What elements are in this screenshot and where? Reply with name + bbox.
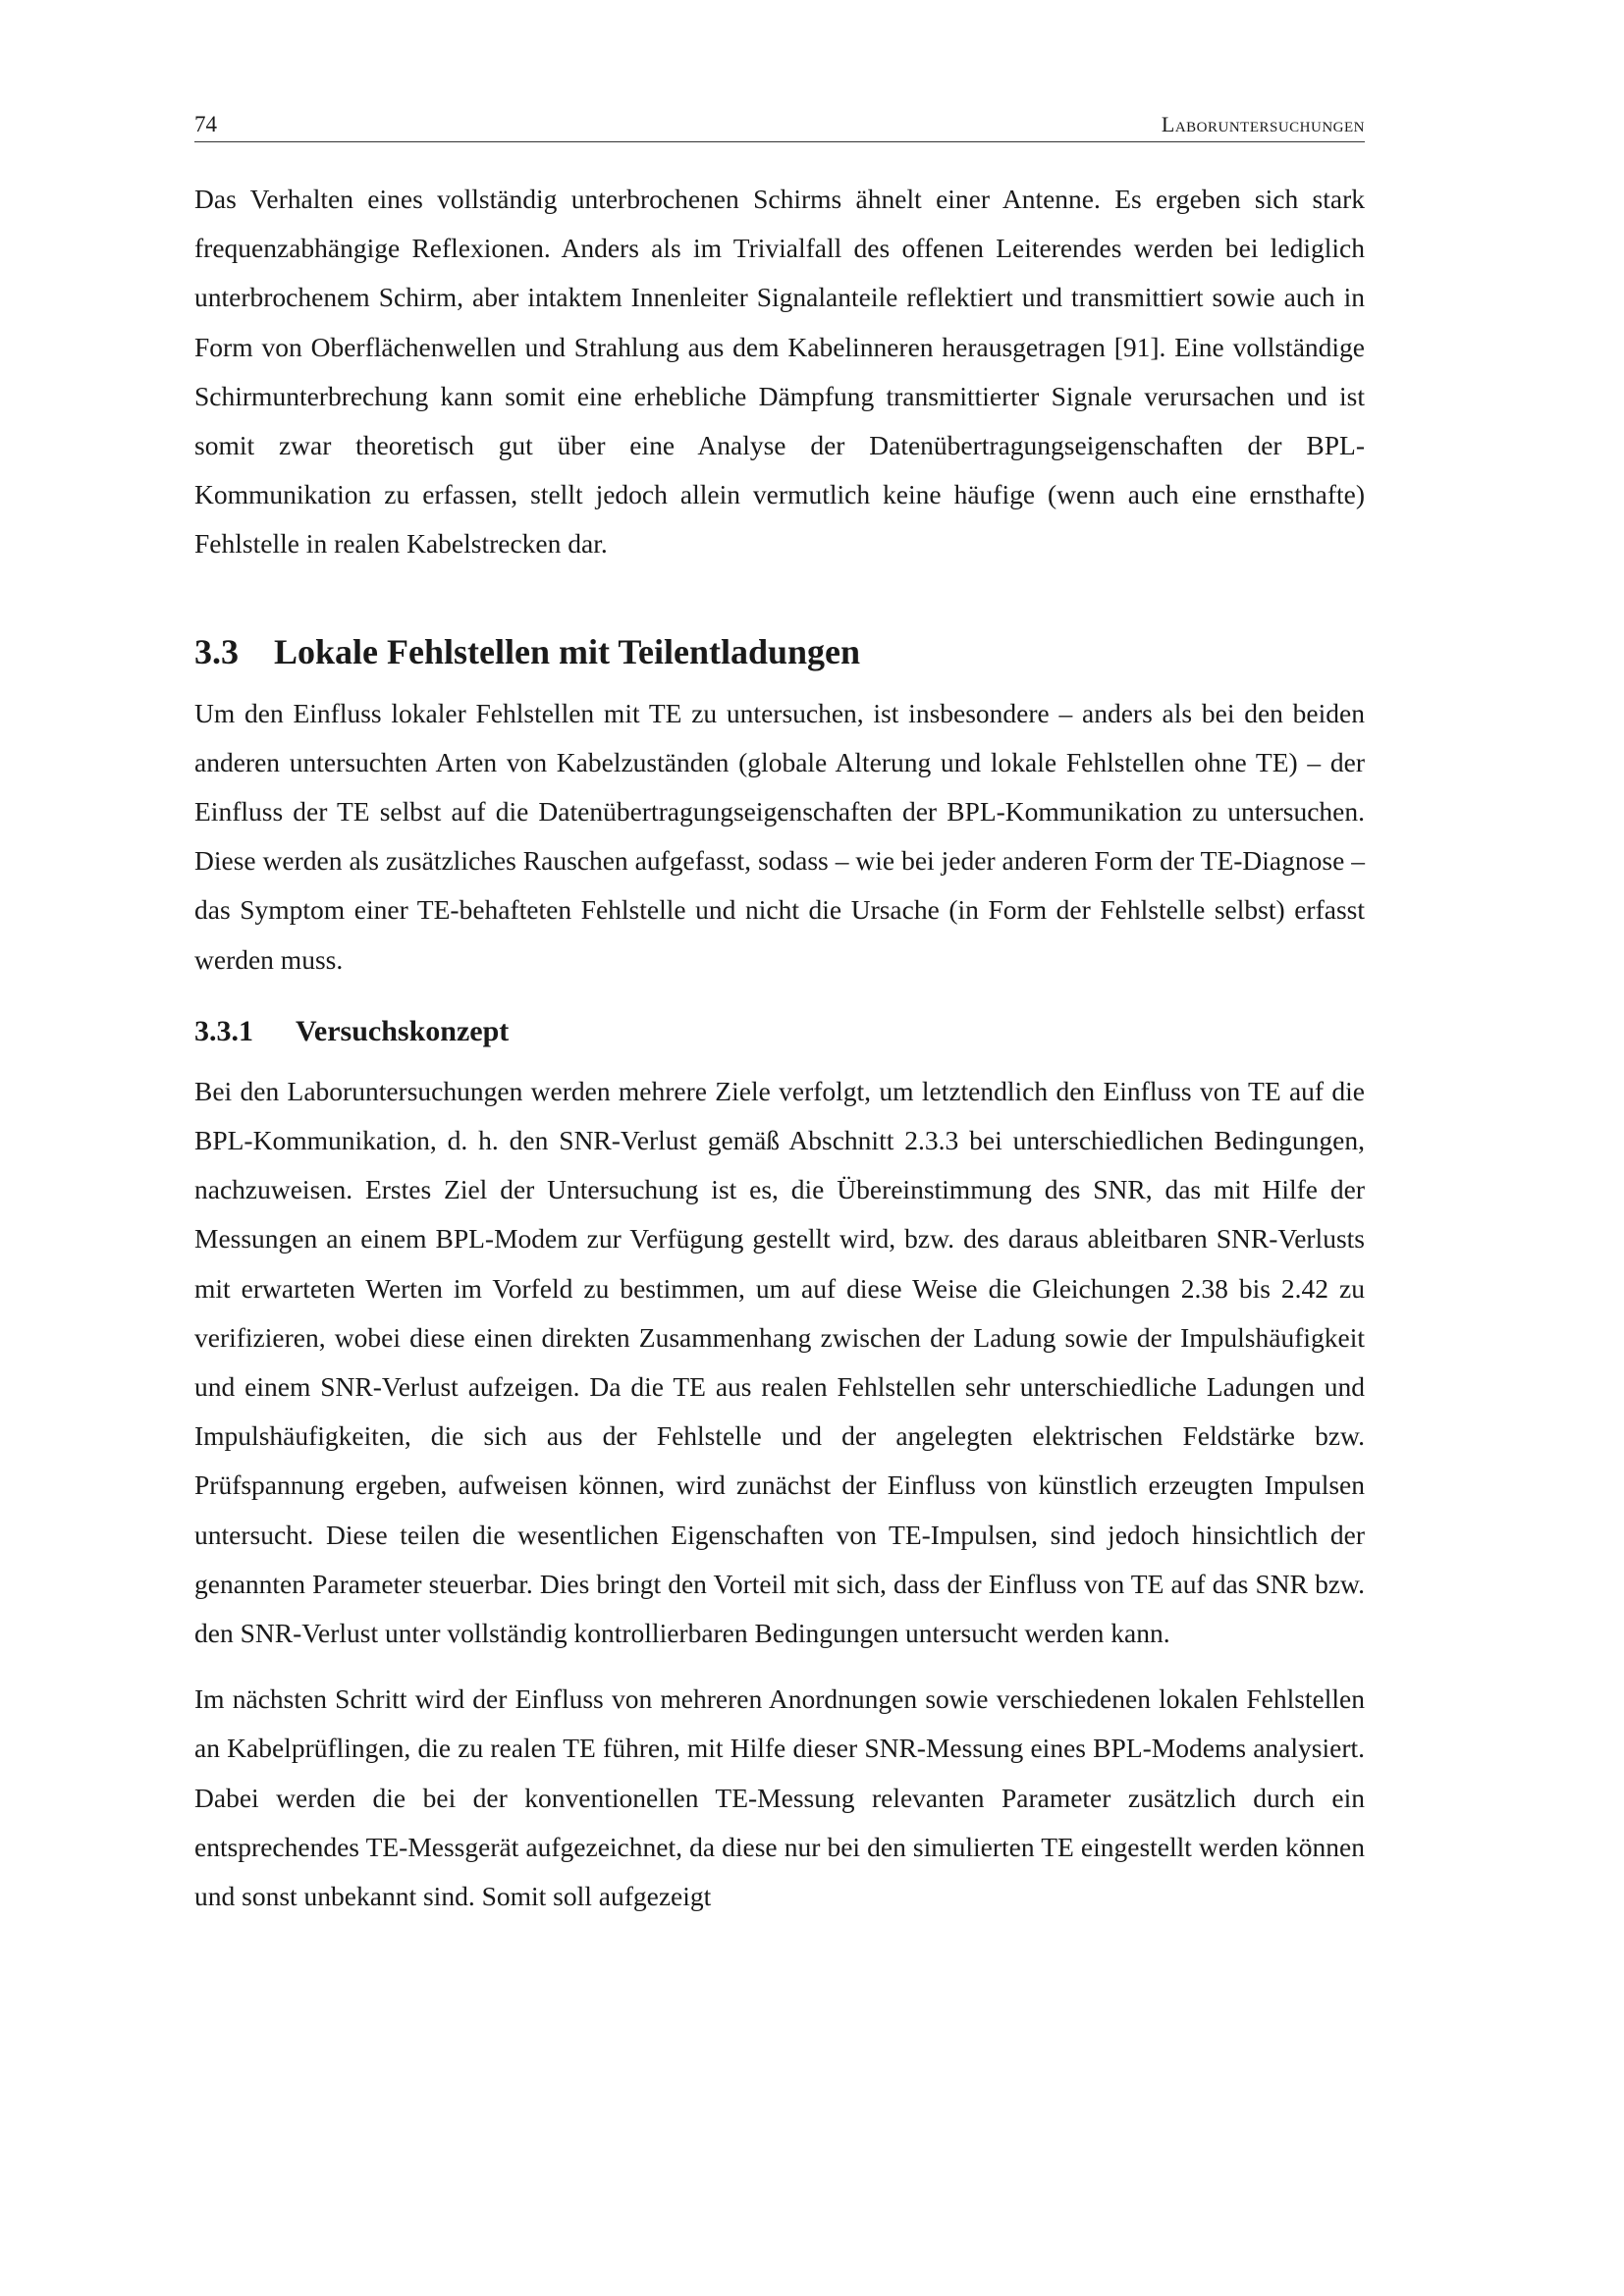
page-number: 74	[194, 112, 217, 136]
section-title: Lokale Fehlstellen mit Teilentladungen	[274, 631, 861, 671]
running-header	[194, 110, 1365, 142]
section-number: 3.3	[194, 631, 239, 671]
subsection-heading	[194, 1012, 1365, 1051]
subsection-number: 3.3.1	[194, 1014, 253, 1047]
paragraph-shield-interruption: Das Verhalten eines vollständig unterbrochenen Schirms ähnelt einer Antenne. Es ergeben sich stark frequenzabhängige Reflexionen. Anders als im Trivialfall des offenen Leiterendes werden bei lediglich unterbrochenem Schirm, aber intaktem Innenleiter Signalanteile reflektiert und transmittiert sowie auch in Form von Oberflächenwellen und Strahlung aus dem Kabelinneren herausgetragen [91]. Eine vollständige Schirmunterbrechung kann somit eine erhebliche Dämpfung transmittierter Signale verursachen und ist somit zwar theoretisch gut über eine Analyse der Datenübertragungseigenschaften der BPL-Kommunikation zu erfassen, stellt jedoch allein vermutlich keine häufige (wenn auch eine ernsthafte) Fehlstelle in realen Kabelstrecken dar.	[194, 184, 1365, 560]
paragraph-next-step: Im nächsten Schritt wird der Einfluss von mehreren Anordnungen sowie verschiedenen lokalen Fehlstellen an Kabelprüflingen, die zu realen TE führen, mit Hilfe dieser SNR-Messung eines BPL-Modems analysiert. Dabei werden die bei der konventionellen TE-Messung relevanten Parameter zusätzlich durch ein entsprechendes TE-Messgerät aufgezeichnet, da diese nur bei den simulierten TE eingestellt werden können und sonst unbekannt sind. Somit soll aufgezeigt	[194, 1683, 1365, 1912]
document-page	[194, 110, 1365, 1921]
section-heading	[194, 630, 1365, 673]
subsection-title: Versuchskonzept	[296, 1014, 510, 1047]
paragraph-section-intro: Um den Einfluss lokaler Fehlstellen mit TE zu untersuchen, ist insbesondere – anders als bei den beiden anderen untersuchten Arten von Kabelzuständen (globale Alterung und lokale Fehlstellen ohne TE) – der Einfluss der TE selbst auf die Datenübertragungseigenschaften der BPL-Kommunikation zu untersuchen. Diese werden als zusätzliches Rauschen aufgefasst, sodass – wie bei jeder anderen Form der TE-Diagnose – das Symptom einer TE-behafteten Fehlstelle und nicht die Ursache (in Form der Fehlstelle selbst) erfasst werden muss.	[194, 697, 1365, 975]
running-title: Laboruntersuchungen	[1161, 112, 1365, 136]
paragraph-test-concept: Bei den Laboruntersuchungen werden mehrere Ziele verfolgt, um letztendlich den Einfluss von TE auf die BPL-Kommunikation, d. h. den SNR-Verlust gemäß Abschnitt 2.3.3 bei unterschiedlichen Bedingungen, nachzuweisen. Erstes Ziel der Untersuchung ist es, die Übereinstimmung des SNR, das mit Hilfe der Messungen an einem BPL-Modem zur Verfügung gestellt wird, bzw. des daraus ableitbaren SNR-Verlusts mit erwarteten Werten im Vorfeld zu bestimmen, um auf diese Weise die Gleichungen 2.38 bis 2.42 zu verifizieren, wobei diese einen direkten Zusammenhang zwischen der Ladung sowie der Impulshäufigkeit und einem SNR-Verlust aufzeigen. Da die TE aus realen Fehlstellen sehr unterschiedliche Ladungen und Impulshäufigkeiten, die sich aus der Fehlstelle und der angelegten elektrischen Feldstärke bzw. Prüfspannung ergeben, aufweisen können, wird zunächst der Einfluss von künstlich erzeugten Impulsen untersucht. Diese teilen die wesentlichen Eigenschaften von TE-Impulsen, sind jedoch hinsichtlich der genannten Parameter steuerbar. Dies bringt den Vorteil mit sich, dass der Einfluss von TE auf das SNR bzw. den SNR-Verlust unter vollständig kontrollierbaren Bedingungen untersucht werden kann.	[194, 1075, 1365, 1649]
